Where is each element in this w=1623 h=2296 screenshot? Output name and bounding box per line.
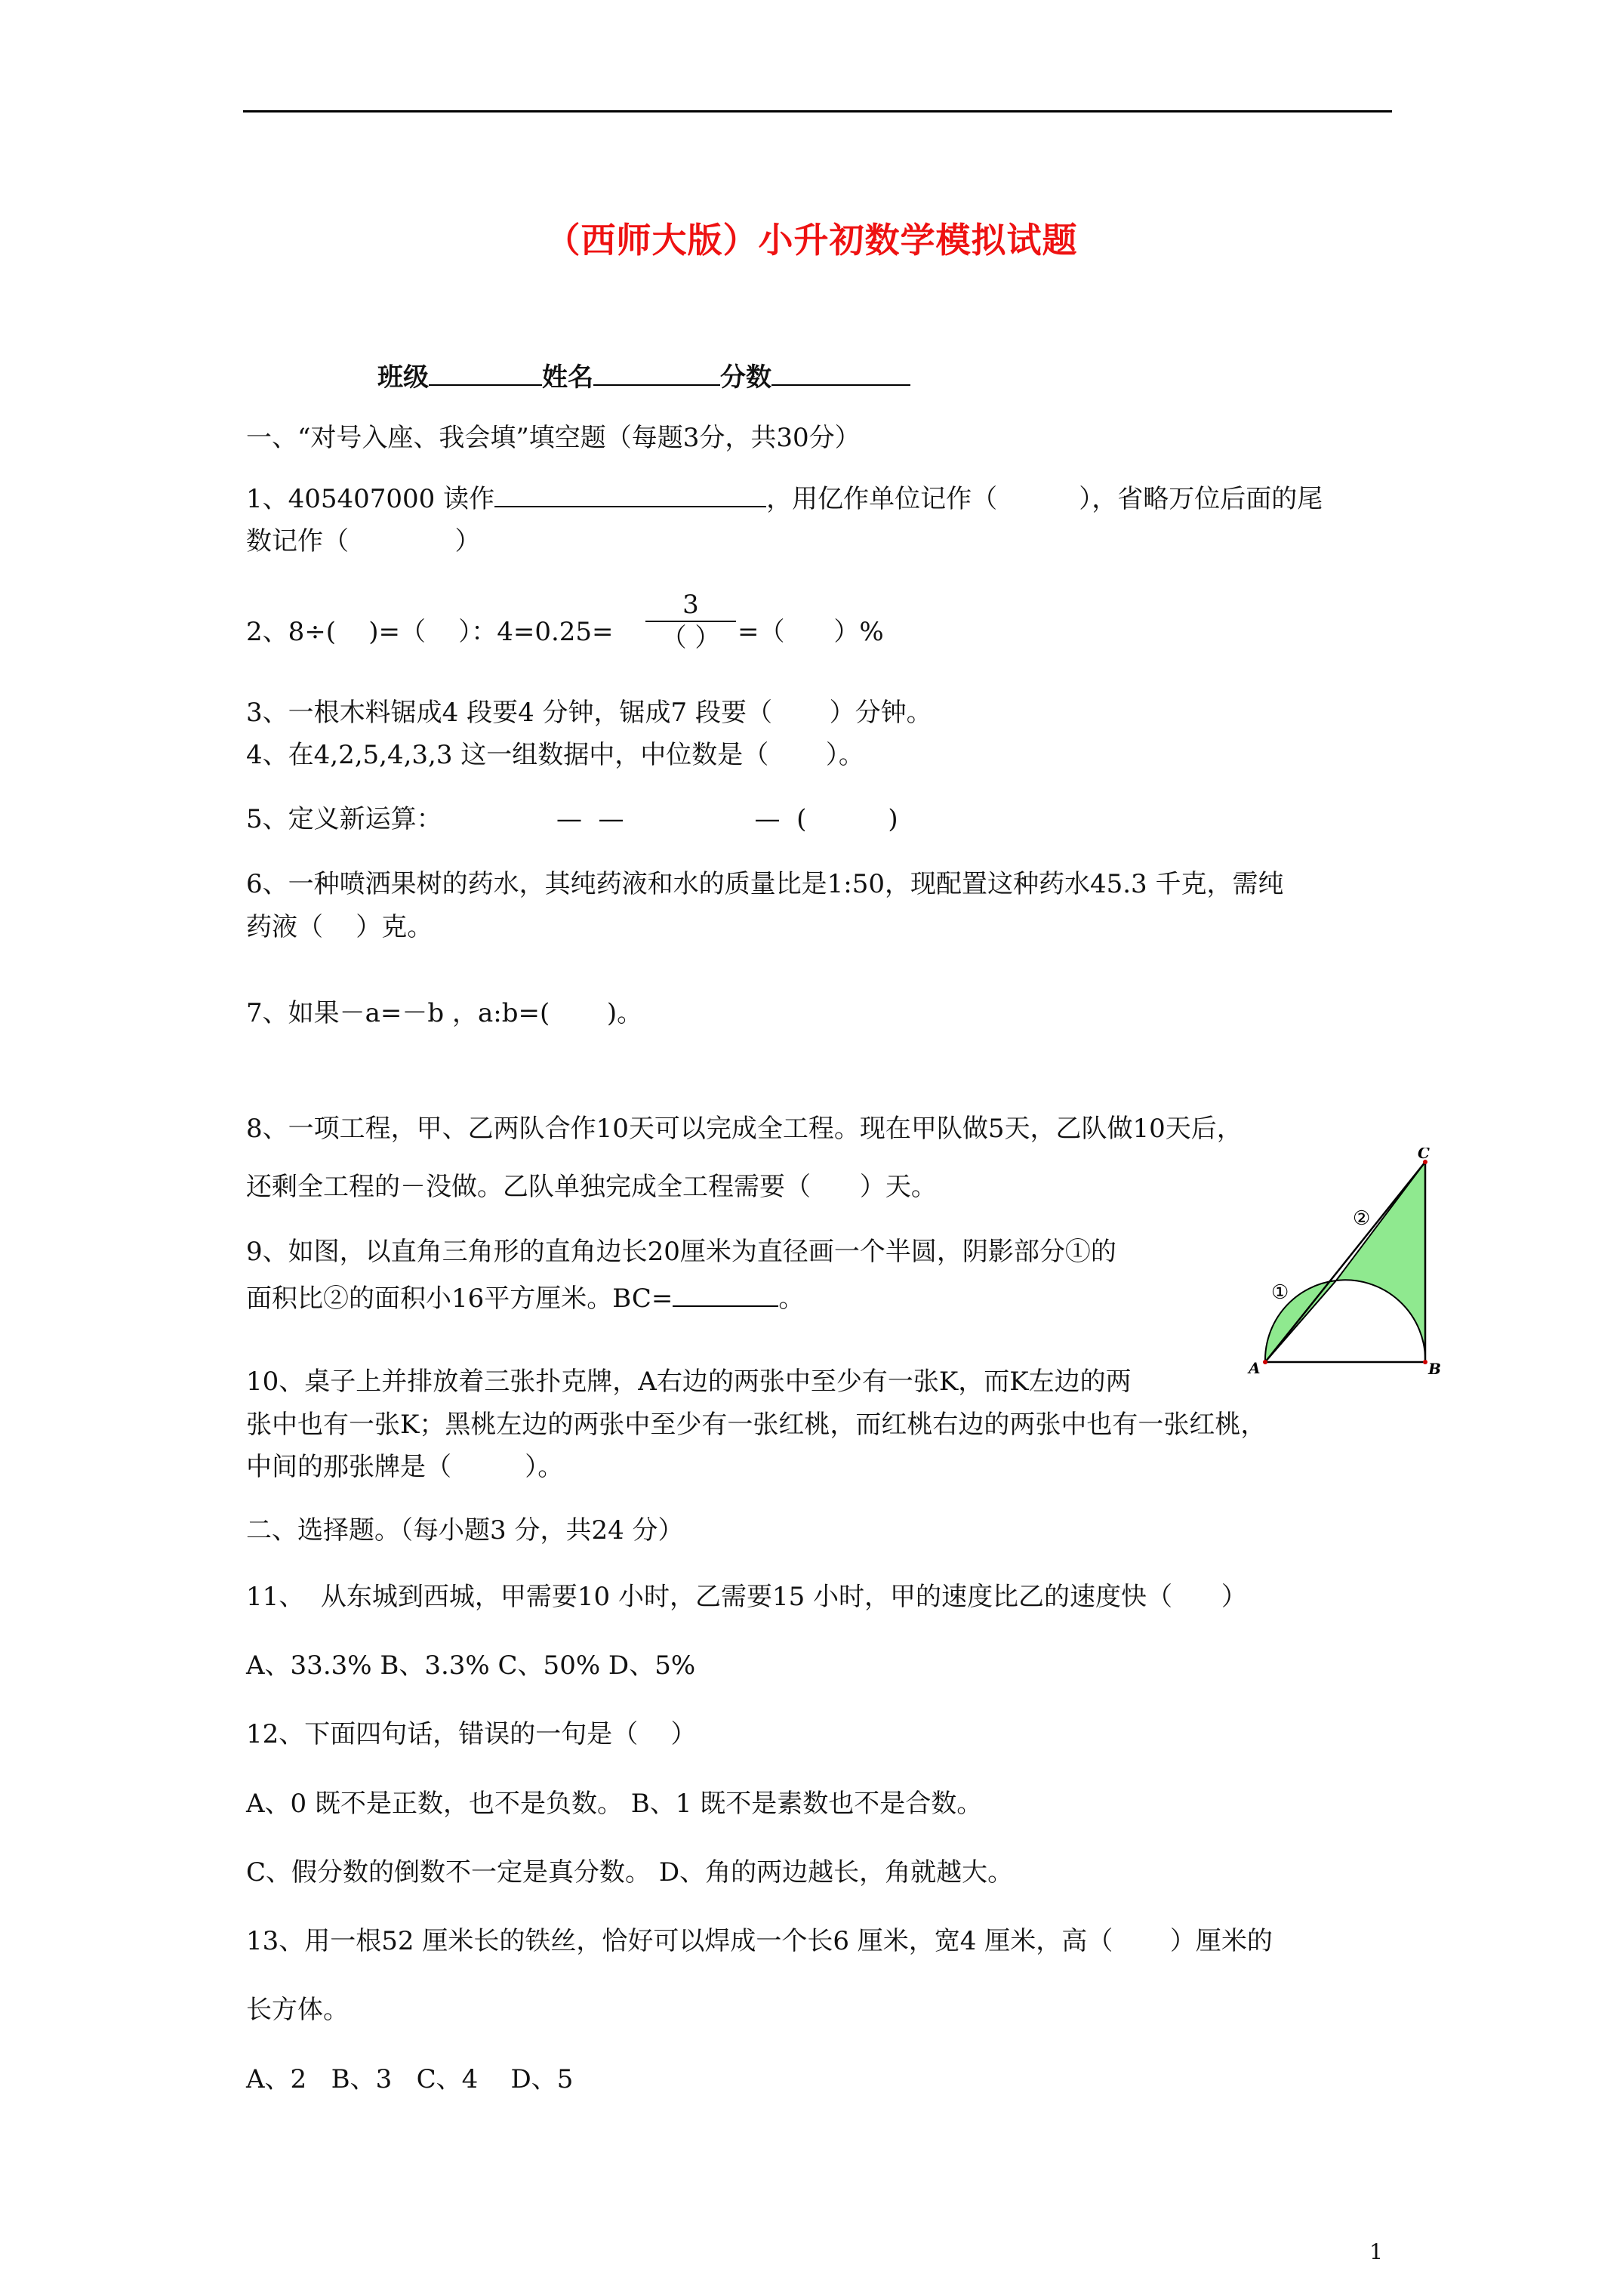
question-11: 11、 从东城到西城，甲需要10 小时，乙需要15 小时，甲的速度比乙的速度快（ ） [246,1582,1247,1612]
question-1-line1: 1、405407000 读作 ，用亿作单位记作（ ），省略万位后面的尾 [246,482,1323,516]
score-label: 分数 [720,362,771,393]
fraction-denominator: （ ） [661,623,721,653]
score-blank [771,360,910,386]
triangle-semicircle-figure [1238,1148,1449,1374]
question-12: 12、下面四句话，错误的一句是（ ） [246,1719,697,1749]
question-13-line1: 13、用一根52 厘米长的铁丝，恰好可以焊成一个长6 厘米，宽4 厘米，高（ ）厘米的 [246,1926,1273,1956]
page-number: 1 [1369,2239,1383,2264]
question-9-line2: 面积比②的面积小16平方厘米。BC= 。 [246,1281,804,1315]
question-12-options-ab: A、0 既不是正数，也不是负数。 B、1 既不是素数也不是合数。 [246,1789,983,1819]
name-blank [593,360,720,386]
question-8-line1: 8、一项工程，甲、乙两队合作10天可以完成全工程。现在甲队做5天，乙队做10天后， [246,1114,1243,1144]
class-label: 班级 [377,362,429,393]
label-region-1: ① [1271,1281,1289,1304]
label-b: B [1428,1360,1441,1374]
question-8-line2: 还剩全工程的－没做。乙队单独完成全工程需要（ ）天。 [246,1172,937,1202]
q9-blank [673,1281,778,1307]
shaded-region-2 [1336,1162,1425,1362]
question-10-line3: 中间的那张牌是（ ）。 [246,1452,564,1482]
question-1-line2: 数记作（ ） [246,526,481,556]
class-blank [429,360,542,386]
label-c: C [1418,1148,1430,1162]
q1-blank [494,482,766,507]
question-6-line1: 6、一种喷洒果树的药水，其纯药液和水的质量比是1:50，现配置这种药水45.3 千克，需纯 [246,869,1284,899]
question-3: 3、一根木料锯成4 段要4 分钟，锯成7 段要（ ）分钟。 [246,698,932,728]
question-6-line2: 药液（ ）克。 [246,912,433,942]
question-12-options-cd: C、假分数的倒数不一定是真分数。 D、角的两边越长，角就越大。 [246,1857,1014,1888]
question-2-part2: =（ ）% [738,617,884,647]
section2-heading: 二、选择题。（每小题3 分，共24 分） [246,1515,684,1546]
name-label: 姓名 [542,362,593,393]
question-2-fraction [645,589,736,654]
fraction-numerator: 3 [682,590,699,620]
question-5: 5、定义新运算： — — — ( ) [246,804,898,834]
vertex-a-dot [1263,1360,1267,1364]
question-4: 4、在4,2,5,4,3,3 这一组数据中，中位数是（ ）。 [246,740,864,770]
question-13-line2: 长方体。 [246,1995,349,2025]
question-11-options: A、33.3% B、3.3% C、50% D、5% [246,1650,696,1681]
question-7: 7、如果－a=－b ，a:b=( )。 [246,998,643,1028]
question-10-line2: 张中也有一张K；黑桃左边的两张中至少有一张红桃，而红桃右边的两张中也有一张红桃， [246,1410,1267,1440]
label-a: A [1249,1359,1261,1374]
question-10-line1: 10、桌子上并排放着三张扑克牌，A右边的两张中至少有一张K，而K左边的两 [246,1367,1132,1397]
section1-heading: 一、“对号入座、我会填”填空题（每题3分，共30分） [246,423,861,453]
question-9-line1: 9、如图，以直角三角形的直角边长20厘米为直径画一个半圆，阴影部分①的 [246,1237,1116,1267]
label-region-2: ② [1353,1207,1371,1230]
question-2-part1: 2、8÷( )=（ ）：4=0.25= [246,617,614,647]
question-13-options: A、2 B、3 C、4 D、5 [246,2064,574,2094]
header-rule [243,110,1392,112]
vertex-b-dot [1423,1360,1427,1364]
student-info [377,360,910,394]
page-title: （西师大版）小升初数学模拟试题 [545,220,1078,260]
